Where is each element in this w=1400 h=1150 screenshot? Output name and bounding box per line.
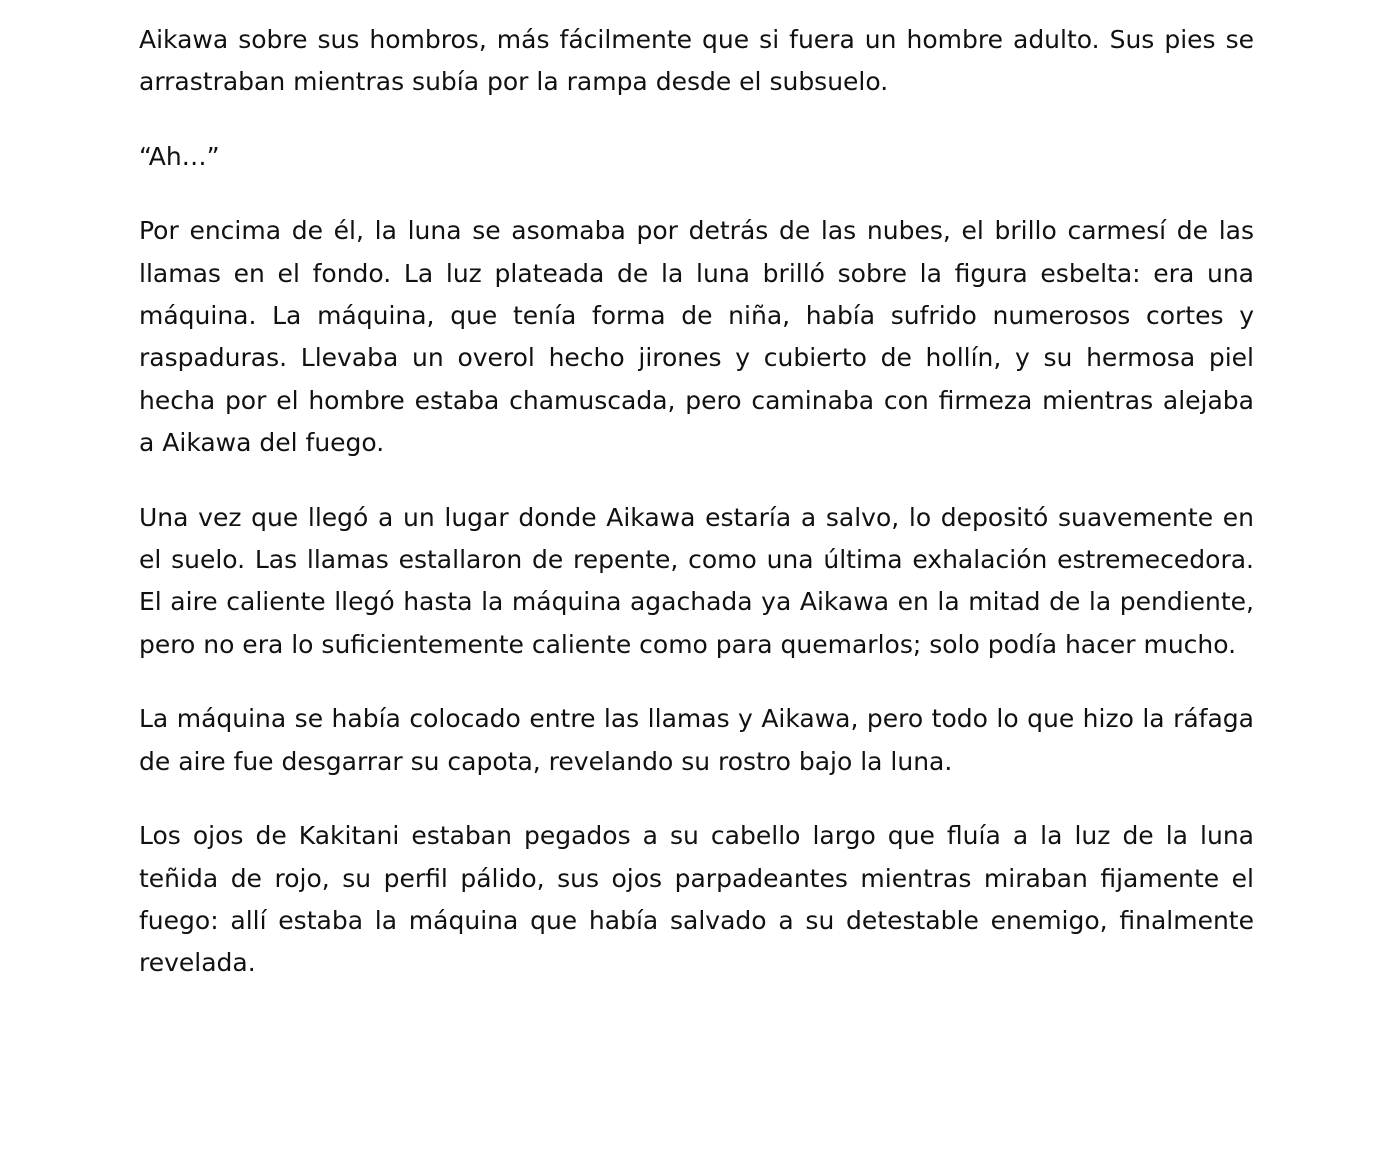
paragraph-1: Aikawa sobre sus hombros, más fácilmente que si fuera un hombre adulto. Sus pies se arrastraban mientras subía por la rampa desde el subsuelo. xyxy=(139,25,1254,97)
body-text xyxy=(139,19,1254,1017)
paragraph-4: Una vez que llegó a un lugar donde Aikawa estaría a salvo, lo depositó suavemente en el suelo. Las llamas estallaron de repente, como una última exhalación estremecedora. El aire caliente llegó hasta la máquina agachada ya Aikawa en la mitad de la pendiente, pero no era lo suficientemente caliente como para quemarlos; solo podía hacer mucho. xyxy=(139,502,1254,659)
paragraph-3: Por encima de él, la luna se asomaba por detrás de las nubes, el brillo carmesí de las llamas en el fondo. La luz plateada de la luna brilló sobre la figura esbelta: era una máquina. La máquina, que tenía forma de niña, había sufrido numerosos cortes y raspaduras. Llevaba un overol hecho jirones y cubierto de hollín, y su hermosa piel hecha por el hombre estaba chamuscada, pero caminaba con firmeza mientras alejaba a Aikawa del fuego. xyxy=(139,216,1254,458)
paragraph-6: Los ojos de Kakitani estaban pegados a su cabello largo que fluía a la luz de la luna teñida de rojo, su perfil pálido, sus ojos parpadeantes mientras miraban fijamente el fuego: allí estaba la máquina que había salvado a su detestable enemigo, finalmente revelada. xyxy=(139,821,1254,978)
paragraph-2: “Ah…” xyxy=(139,141,220,171)
paragraph-5: La máquina se había colocado entre las llamas y Aikawa, pero todo lo que hizo la ráfaga de aire fue desgarrar su capota, revelando su rostro bajo la luna. xyxy=(139,704,1254,776)
